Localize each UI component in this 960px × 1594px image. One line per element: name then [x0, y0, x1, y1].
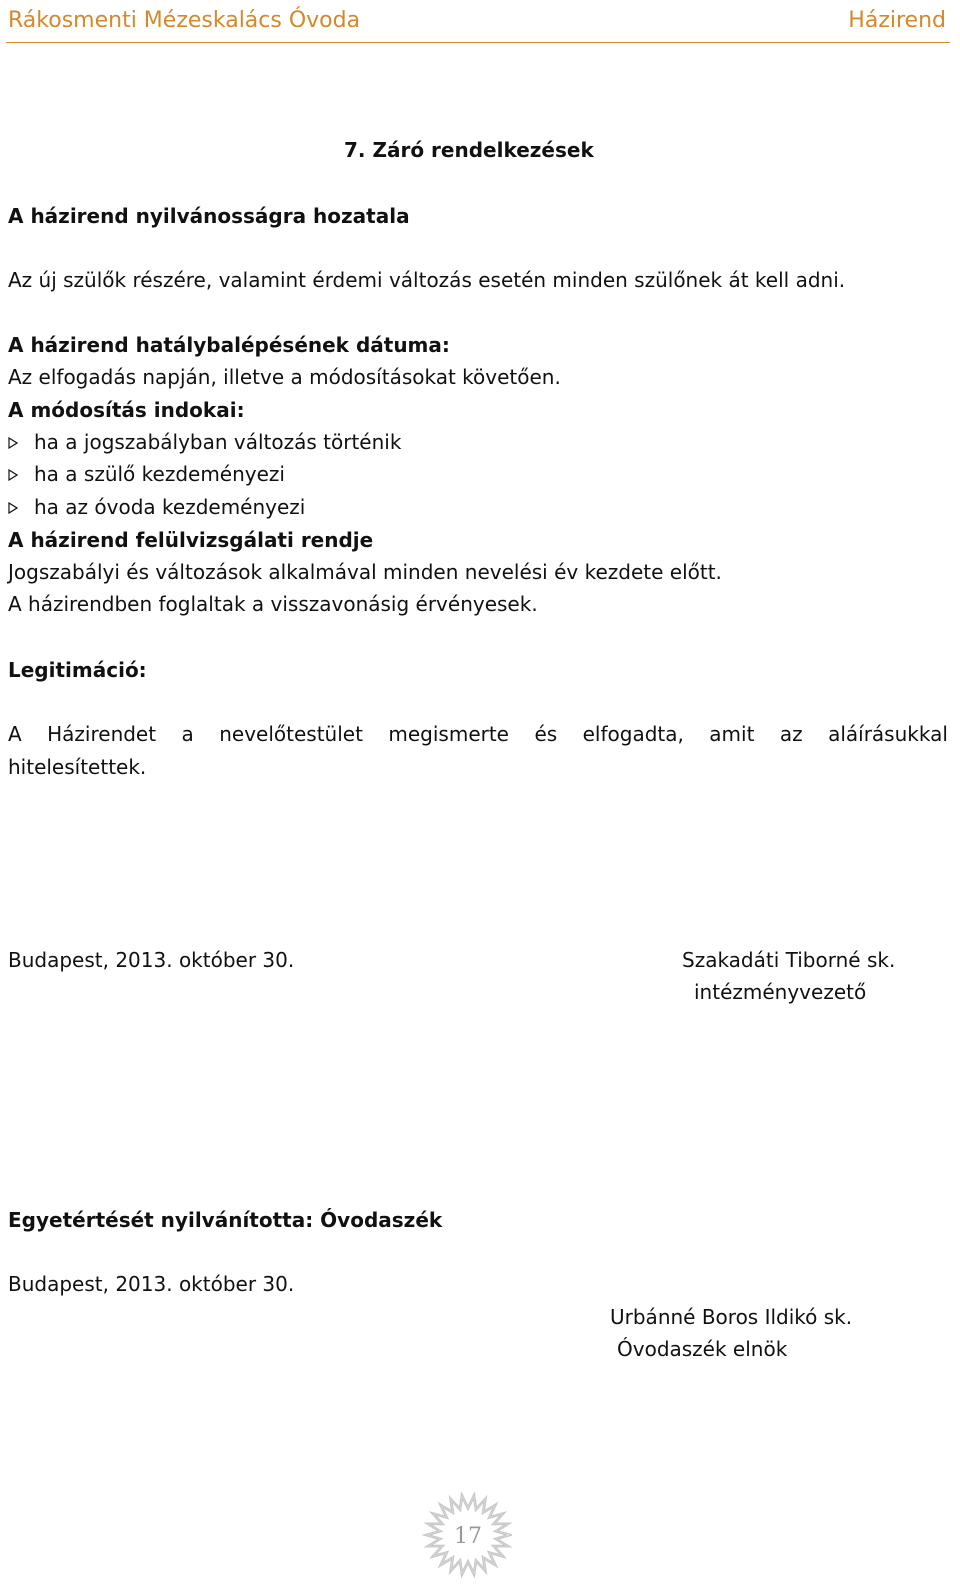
signature1-name: Szakadáti Tiborné sk.: [682, 948, 896, 972]
legitimation-word: a: [181, 722, 194, 746]
signature1-role: intézményvezető: [694, 980, 867, 1004]
legitimation-word: megismerte: [388, 722, 509, 746]
effective-heading: A házirend hatálybalépésének dátuma:: [8, 333, 450, 357]
legitimation-word: aláírásukkal: [828, 722, 948, 746]
header-doc-title: Házirend: [848, 8, 946, 33]
header-divider: [6, 42, 950, 43]
legitimation-word: és: [534, 722, 558, 746]
agreement-signer-role: Óvodaszék elnök: [617, 1337, 788, 1361]
legitimation-word: elfogadta,: [582, 722, 684, 746]
section-title: 7. Záró rendelkezések: [344, 138, 594, 162]
legitimation-word: nevelőtestület: [219, 722, 363, 746]
legitimation-word: A: [8, 722, 22, 746]
arrow-bullet-icon: [8, 502, 18, 514]
modification-item: ha a szülő kezdeményezi: [34, 462, 285, 486]
arrow-bullet-icon: [8, 437, 18, 449]
header-school-name: Rákosmenti Mézeskalács Óvoda: [8, 8, 361, 33]
modification-heading: A módosítás indokai:: [8, 398, 245, 422]
review-line: A házirendben foglaltak a visszavonásig érvényesek.: [8, 592, 538, 616]
legitimation-word: Házirendet: [47, 722, 157, 746]
effective-text: Az elfogadás napján, illetve a módosításokat követően.: [8, 365, 561, 389]
legitimation-word: amit: [709, 722, 755, 746]
agreement-place-date: Budapest, 2013. október 30.: [8, 1272, 295, 1296]
legitimation-justified-line: [8, 722, 948, 746]
agreement-heading: Egyetértését nyilvánította: Óvodaszék: [8, 1208, 443, 1232]
page-number-seal-icon: [418, 1490, 518, 1580]
signature1-place-date: Budapest, 2013. október 30.: [8, 948, 295, 972]
arrow-bullet-icon: [8, 469, 18, 481]
review-heading: A házirend felülvizsgálati rendje: [8, 528, 374, 552]
modification-item: ha az óvoda kezdeményezi: [34, 495, 306, 519]
page-number: 17: [454, 1524, 482, 1549]
publicity-text: Az új szülők részére, valamint érdemi változás esetén minden szülőnek át kell adni.: [8, 268, 846, 292]
legitimation-line: hitelesítettek.: [8, 755, 147, 779]
legitimation-heading: Legitimáció:: [8, 658, 147, 682]
review-line: Jogszabályi és változások alkalmával minden nevelési év kezdete előtt.: [8, 560, 722, 584]
publicity-heading: A házirend nyilvánosságra hozatala: [8, 204, 410, 228]
modification-item: ha a jogszabályban változás történik: [34, 430, 402, 454]
agreement-signer-name: Urbánné Boros Ildikó sk.: [610, 1305, 853, 1329]
legitimation-word: az: [779, 722, 803, 746]
